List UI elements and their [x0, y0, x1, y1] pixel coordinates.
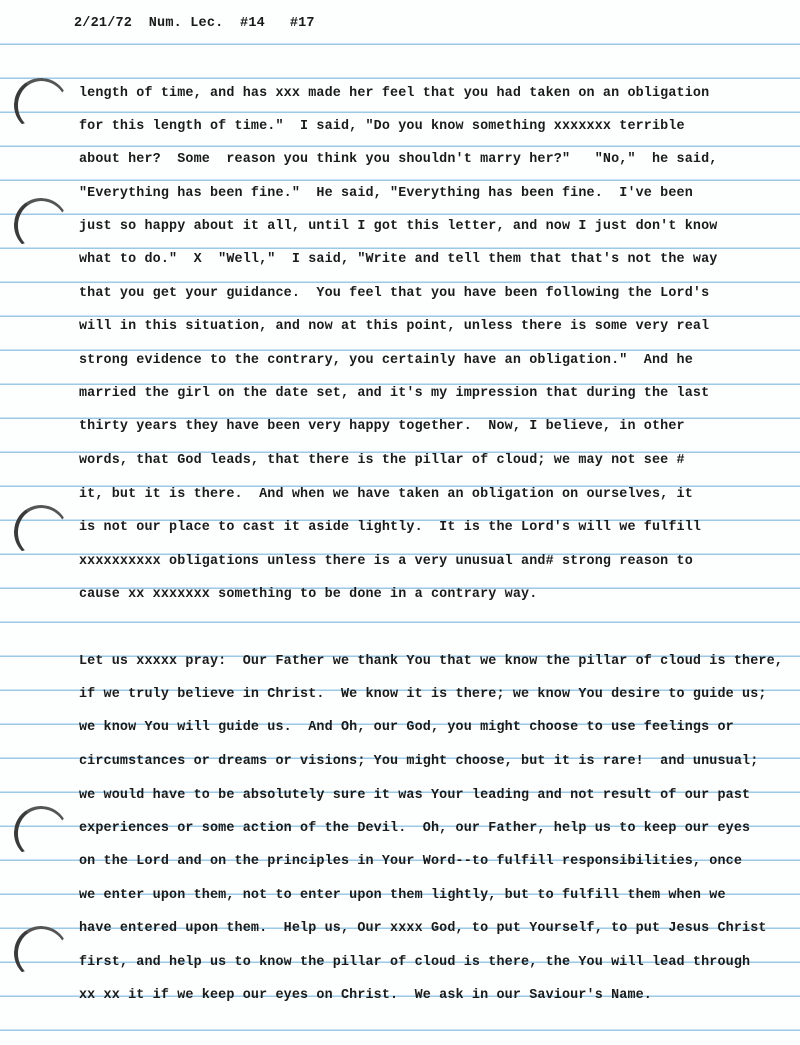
- page-header: 2/21/72 Num. Lec. #14 #17: [74, 16, 315, 31]
- text-line: about her? Some reason you think you shouldn't marry her?" "No," he said,: [79, 152, 718, 167]
- binder-hole-1: [11, 75, 72, 136]
- text-line: is not our place to cast it aside lightly. It is the Lord's will we fulfill: [79, 520, 702, 535]
- text-line: will in this situation, and now at this point, unless there is some very real: [79, 319, 710, 334]
- text-line: we enter upon them, not to enter upon them lightly, but to fulfill them when we: [79, 888, 726, 903]
- text-line: just so happy about it all, until I got this letter, and now I just don't know: [79, 219, 718, 234]
- text-line: first, and help us to know the pillar of cloud is there, the You will lead through: [79, 955, 751, 970]
- text-line: circumstances or dreams or visions; You might choose, but it is rare! and unusual;: [79, 754, 759, 769]
- text-line: we would have to be absolutely sure it was Your leading and not result of our past: [79, 788, 751, 803]
- text-line: for this length of time." I said, "Do you know something xxxxxxx terrible: [79, 119, 685, 134]
- text-line: length of time, and has xxx made her feel that you had taken on an obligation: [79, 86, 710, 101]
- binder-hole-3: [11, 502, 72, 563]
- binder-hole-5: [11, 923, 72, 984]
- text-line: if we truly believe in Christ. We know it is there; we know You desire to guide us;: [79, 687, 767, 702]
- text-line: on the Lord and on the principles in Your Word--to fulfill responsibilities, once: [79, 854, 743, 869]
- text-line: cause xx xxxxxxx something to be done in a contrary way.: [79, 587, 538, 602]
- text-line: that you get your guidance. You feel that you have been following the Lord's: [79, 286, 710, 301]
- text-line: it, but it is there. And when we have taken an obligation on ourselves, it: [79, 487, 693, 502]
- binder-hole-2: [11, 195, 72, 256]
- text-line: what to do." X "Well," I said, "Write and tell them that that's not the way: [79, 252, 718, 267]
- text-line: words, that God leads, that there is the pillar of cloud; we may not see #: [79, 453, 685, 468]
- text-line: married the girl on the date set, and it's my impression that during the last: [79, 386, 710, 401]
- text-line: Let us xxxxx pray: Our Father we thank You that we know the pillar of cloud is there,: [79, 654, 783, 669]
- text-line: strong evidence to the contrary, you certainly have an obligation." And he: [79, 353, 693, 368]
- text-line: we know You will guide us. And Oh, our God, you might choose to use feelings or: [79, 720, 734, 735]
- text-line: experiences or some action of the Devil. Oh, our Father, help us to keep our eyes: [79, 821, 751, 836]
- text-line: "Everything has been fine." He said, "Everything has been fine. I've been: [79, 186, 693, 201]
- binder-hole-4: [11, 803, 72, 864]
- text-line: xxxxxxxxxx obligations unless there is a very unusual and# strong reason to: [79, 554, 693, 569]
- text-line: xx xx it if we keep our eyes on Christ. We ask in our Saviour's Name.: [79, 988, 652, 1003]
- text-line: thirty years they have been very happy together. Now, I believe, in other: [79, 419, 685, 434]
- text-line: have entered upon them. Help us, Our xxxx God, to put Yourself, to put Jesus Christ: [79, 921, 767, 936]
